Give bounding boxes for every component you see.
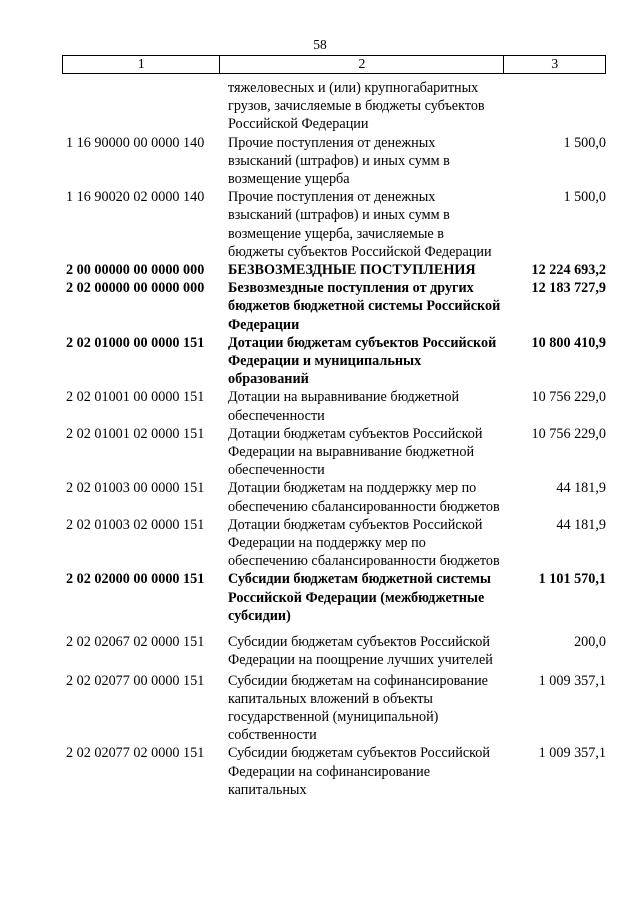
amount: 1 101 570,1 xyxy=(538,571,606,588)
table-row xyxy=(62,633,606,669)
revenue-name: Безвозмездные поступления от других бюджетов бюджетной системы Российской Федерации xyxy=(228,280,501,333)
revenue-name: Дотации бюджетам на поддержку мер по обеспечению сбалансированности бюджетов xyxy=(228,480,500,515)
table-header xyxy=(62,55,606,74)
table-row xyxy=(62,516,606,571)
revenue-name: Дотации бюджетам субъектов Российской Федерации и муниципальных образований xyxy=(228,334,497,388)
amount: 10 756 229,0 xyxy=(531,389,606,406)
revenue-name: Субсидии бюджетам бюджетной системы Российской Федерации (межбюджетные субсидии) xyxy=(228,571,492,624)
table-row xyxy=(62,79,606,134)
revenue-name: Субсидии бюджетам субъектов Российской Федерации на софинансирование капитальных xyxy=(228,745,490,798)
amount: 44 181,9 xyxy=(556,480,606,497)
budget-code xyxy=(62,79,220,134)
budget-code: 2 02 02077 02 0000 151 xyxy=(66,745,205,762)
budget-code: 2 02 02000 00 0000 151 xyxy=(66,571,205,588)
table-row xyxy=(62,672,606,745)
amount: 1 009 357,1 xyxy=(538,745,606,762)
amount: 12 183 727,9 xyxy=(531,280,606,297)
revenue-name: Субсидии бюджетам на софинансирование капитальных вложений в объекты государственной (муниципальной) собственности xyxy=(228,672,488,744)
table-row xyxy=(62,744,606,799)
page-number: 58 xyxy=(313,37,327,52)
revenue-name: Дотации бюджетам субъектов Российской Федерации на выравнивание бюджетной обеспеченности xyxy=(228,425,483,479)
revenue-name: Прочие поступления от денежных взысканий (штрафов) и иных сумм в возмещение ущерба, зачисляемые в бюджеты субъектов Российской Федерации xyxy=(228,189,492,260)
table-row xyxy=(62,134,606,189)
header-col-1: 1 xyxy=(63,56,220,73)
amount: 200,0 xyxy=(574,634,606,651)
budget-code: 1 16 90020 02 0000 140 xyxy=(66,189,205,206)
revenue-name: Субсидии бюджетам субъектов Российской Федерации на поощрение лучших учителей xyxy=(228,634,493,669)
header-col-2: 2 xyxy=(220,56,504,73)
revenue-name: тяжеловесных и (или) крупногабаритных грузов, зачисляемые в бюджеты субъектов Российской Федерации xyxy=(228,80,485,133)
revenue-name: Дотации бюджетам субъектов Российской Федерации на поддержку мер по обеспечению сбалансированности бюджетов xyxy=(228,516,500,570)
budget-code: 1 16 90000 00 0000 140 xyxy=(66,134,205,151)
budget-code: 2 00 00000 00 0000 000 xyxy=(66,262,205,279)
table-row xyxy=(62,334,606,389)
revenue-name: Прочие поступления от денежных взысканий (штрафов) и иных сумм в возмещение ущерба xyxy=(228,134,450,188)
amount: 44 181,9 xyxy=(556,516,606,533)
budget-code: 2 02 01003 02 0000 151 xyxy=(66,516,205,533)
table-row xyxy=(62,188,606,261)
budget-code: 2 02 01003 00 0000 151 xyxy=(66,480,205,497)
budget-code: 2 02 02077 00 0000 151 xyxy=(66,672,205,689)
amount: 1 009 357,1 xyxy=(538,672,606,689)
amount: 12 224 693,2 xyxy=(531,262,606,279)
amount: 10 756 229,0 xyxy=(531,425,606,442)
budget-code: 2 02 01001 00 0000 151 xyxy=(66,389,205,406)
table-row xyxy=(62,279,606,334)
amount: 1 500,0 xyxy=(563,134,606,151)
revenue-name: Дотации на выравнивание бюджетной обеспеченности xyxy=(228,389,460,424)
budget-code: 2 02 01000 00 0000 151 xyxy=(66,334,205,351)
amount xyxy=(505,79,606,134)
budget-code: 2 02 01001 02 0000 151 xyxy=(66,425,205,442)
table-row xyxy=(62,425,606,480)
table-row xyxy=(62,261,606,279)
amount: 1 500,0 xyxy=(563,189,606,206)
table-body xyxy=(62,79,606,799)
budget-code: 2 02 02067 02 0000 151 xyxy=(66,634,205,651)
budget-code: 2 02 00000 00 0000 000 xyxy=(66,280,205,297)
table-row xyxy=(62,388,606,424)
header-col-3: 3 xyxy=(551,56,559,72)
table-row xyxy=(62,479,606,515)
amount: 10 800 410,9 xyxy=(531,334,606,351)
revenue-name: БЕЗВОЗМЕЗДНЫЕ ПОСТУПЛЕНИЯ xyxy=(228,262,476,279)
table-row xyxy=(62,570,606,625)
